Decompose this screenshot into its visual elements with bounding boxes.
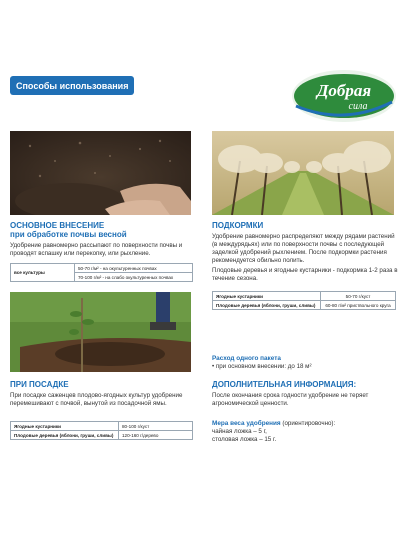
basic-table-rate-2: 70-100 г/м² - на слабо окультуренных почвах [75,273,193,282]
banner-title: Способы использования [16,80,129,91]
basic-table-rate-1: 50-70 г/м² - на окультуренных почвах [75,264,193,273]
feeding-table-value-1: 50-70 г/куст [321,292,396,301]
brand-logo [290,68,398,124]
measure-section [212,420,398,444]
basic-title: ОСНОВНОЕ ВНЕСЕНИЕ [10,221,105,230]
basic-text: Удобрение равномерно рассыпают по поверхности почвы и проводят вспашку или перекопку, или рыхление. [10,242,183,257]
planting-table [10,421,193,440]
planting-title: ПРИ ПОСАДКЕ [10,380,69,389]
svg-text:Добрая: Добрая [316,81,372,100]
feeding-table [212,291,396,310]
feeding-section [212,221,398,310]
planting-table-value-2: 120-160 г/дерево [119,431,193,440]
planting-text: При посадке саженцев плодово-ягодных культур удобрение перемешивают с почвой, вынутой из посадочной ямы. [10,392,183,407]
basic-table [10,263,193,282]
basic-table-label: все культуры [11,264,75,282]
section-banner [10,76,134,95]
planting-photo [10,292,191,372]
consumption-section [212,355,398,371]
consumption-title: Расход одного пакета [212,355,281,362]
feeding-title: ПОДКОРМКИ [212,221,264,230]
feeding-text-1: Удобрение равномерно распределяют между рядами растений (в междурядьях) или по поверхности почвы с последующей заделкой удобрений рыхлением. После подкормки растения рекомендуется обильно полить. [212,233,395,264]
planting-table-value-1: 80-100 г/куст [119,422,193,431]
measure-table-spoon: столовая ложка – 15 г. [212,436,277,443]
consumption-item: • при основном внесении: до 18 м² [212,363,312,370]
svg-text:сила: сила [348,101,368,112]
planting-section [10,380,194,440]
soil-photo [10,131,191,215]
measure-note: (ориентировочно): [280,420,336,427]
feeding-table-value-2: 60-80 г/м² приствольного круга [321,301,396,310]
extra-text: После окончания срока годности удобрение не теряет агрономической ценности. [212,392,369,407]
measure-tea: чайная ложка – 5 г, [212,428,267,435]
feeding-table-label-1: Ягодные кустарники [213,292,321,301]
extra-title: ДОПОЛНИТЕЛЬНАЯ ИНФОРМАЦИЯ: [212,380,357,389]
extra-section [212,380,398,408]
feeding-text-2: Плодовые деревья и ягодные кустарники - подкормка 1-2 раза в течение сезона. [212,267,398,282]
basic-subtitle: при обработке почвы весной [10,230,127,239]
measure-heading [212,420,398,428]
feeding-table-label-2: Плодовые деревья (яблони, груши, сливы) [213,301,321,310]
basic-section [10,221,194,282]
measure-title: Мера веса удобрения [212,420,281,427]
orchard-photo [212,131,394,215]
planting-table-label-1: Ягодные кустарники [11,422,119,431]
planting-table-label-2: Плодовые деревья (яблони, груши, сливы) [11,431,119,440]
